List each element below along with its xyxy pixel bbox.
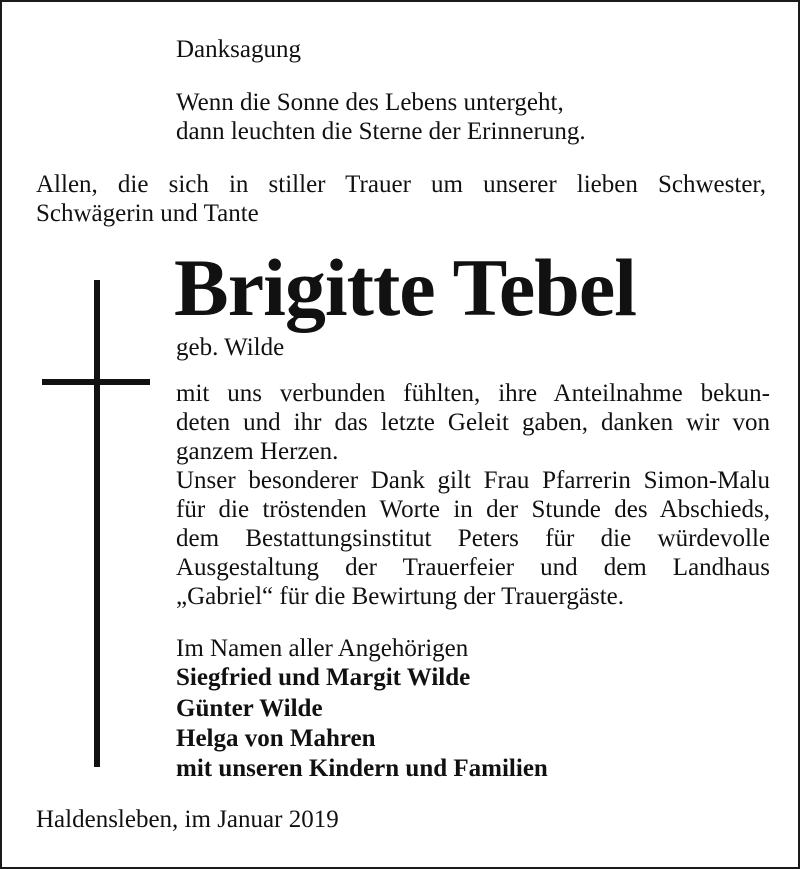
cross-vertical-bar: [94, 280, 100, 767]
cross-horizontal-bar: [42, 379, 150, 385]
body-line-7: Ausgestaltung der Trauerfeier und dem Landhaus: [176, 554, 770, 581]
body-line-3: ganzem Herzen.: [176, 438, 339, 465]
body-line-5: für die tröstenden Worte in der Stunde des Abschieds,: [176, 496, 770, 523]
body-line-8: „Gabriel“ für die Bewirtung der Trauergäste.: [176, 583, 625, 610]
body-line-6: dem Bestattungsinstitut Peters für die würdevolle: [176, 525, 770, 552]
signature-name-2: Günter Wilde: [176, 695, 323, 722]
body-line-4: Unser besonderer Dank gilt Frau Pfarrerin Simon-Malu: [176, 467, 770, 494]
birth-name: geb. Wilde: [176, 334, 285, 361]
intro-line-1: Allen, die sich in stiller Trauer um unserer lieben Schwester,: [36, 171, 766, 198]
signature-name-1: Siegfried und Margit Wilde: [176, 664, 471, 691]
signature-intro: Im Namen aller Angehörigen: [176, 635, 469, 662]
notice-heading: Danksagung: [176, 36, 301, 63]
body-line-2: deten und ihr das letzte Geleit gaben, danken wir von: [176, 409, 770, 436]
place-and-date: Haldensleben, im Januar 2019: [36, 806, 339, 833]
quote-line-1: Wenn die Sonne des Lebens untergeht,: [176, 89, 564, 116]
signature-name-3: Helga von Mahren: [176, 725, 376, 752]
quote-line-2: dann leuchten die Sterne der Erinnerung.: [176, 118, 586, 145]
intro-line-2: Schwägerin und Tante: [36, 200, 259, 227]
signature-name-4: mit unseren Kindern und Familien: [176, 755, 548, 782]
deceased-name: Brigitte Tebel: [174, 242, 637, 333]
body-line-1: mit uns verbunden fühlten, ihre Anteilnahme bekun-: [176, 380, 770, 407]
